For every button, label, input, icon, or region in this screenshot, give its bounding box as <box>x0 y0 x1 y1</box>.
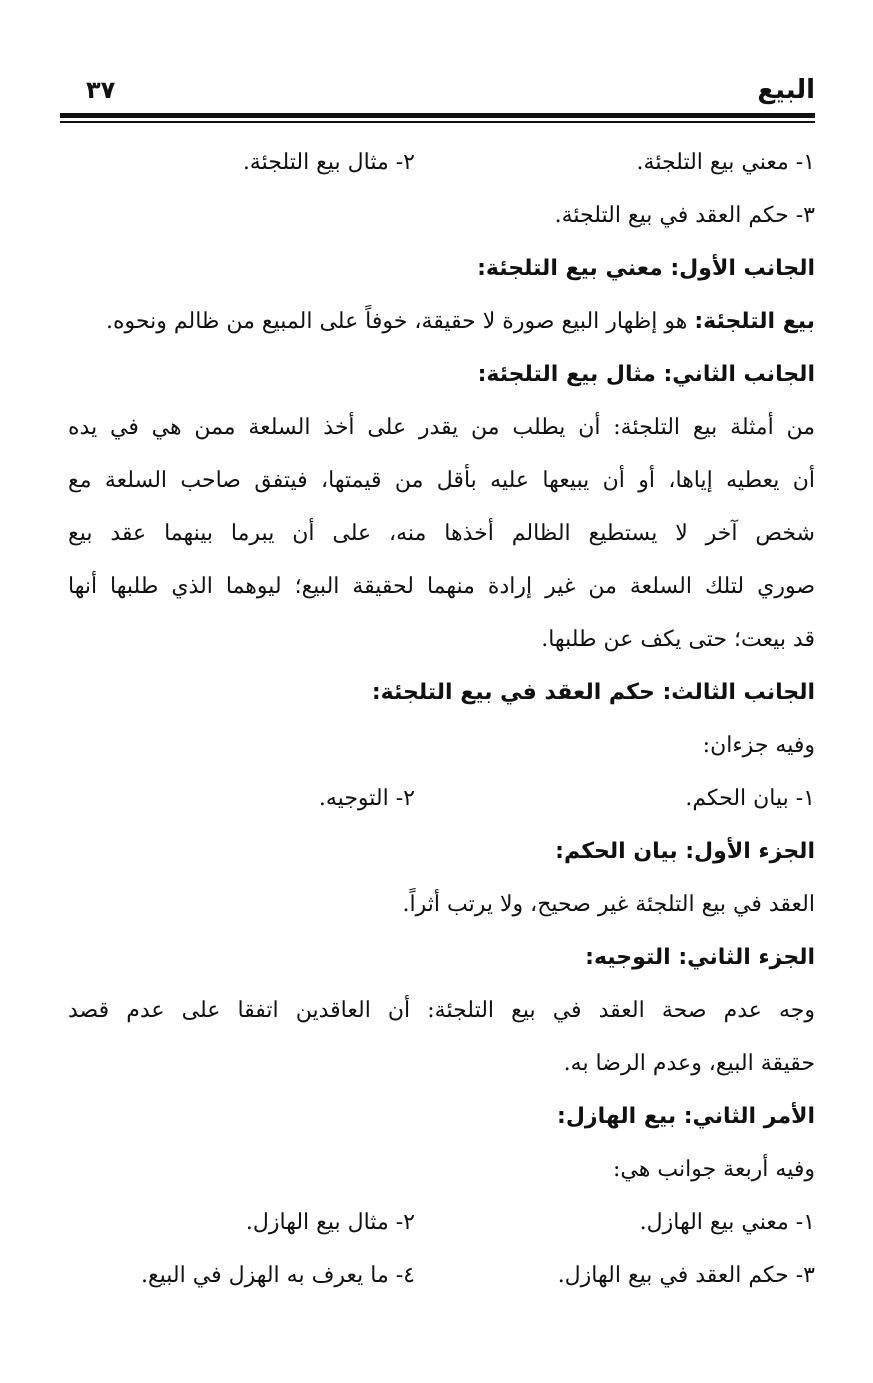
intro-line: وفيه أربعة جوانب هي: <box>613 1157 815 1182</box>
list-item: ١- معني بيع التلجئة. <box>636 150 815 175</box>
list-item: ١- بيان الحكم. <box>685 786 815 811</box>
paragraph-line: صوري لتلك السلعة من غير إرادة منهما لحقيقة البيع؛ ليوهما الذي طلبها أنها <box>68 574 815 599</box>
section-heading: الجانب الأول: معني بيع التلجئة: <box>477 256 815 281</box>
paragraph-line: شخص آخر لا يستطيع الظالم أخذها منه، على أن يبرما بينهما عقد بيع <box>68 521 815 546</box>
header-rule-thick <box>60 113 815 118</box>
list-row <box>68 1249 815 1302</box>
page-body <box>68 136 815 1302</box>
list-item: ٣- حكم العقد في بيع الهازل. <box>557 1263 815 1288</box>
section-heading: الجزء الأول: بيان الحكم: <box>555 839 815 864</box>
page-number: ٣٧ <box>86 76 116 104</box>
running-title: البيع <box>757 75 815 105</box>
paragraph-line: أن يعطيه إياها، أو أن يبيعها عليه بأقل من قيمتها، فيتفق صاحب السلعة مع <box>68 468 815 493</box>
definition-text: هو إظهار البيع صورة لا حقيقة، خوفاً على المبيع من ظالم ونحوه. <box>106 309 695 334</box>
list-item: ٢- مثال بيع الهازل. <box>245 1210 415 1235</box>
paragraph-line: من أمثلة بيع التلجئة: أن يطلب من يقدر على أخذ السلعة ممن هي في يده <box>68 415 815 440</box>
paragraph-line: العقد في بيع التلجئة غير صحيح، ولا يرتب أثراً. <box>402 892 815 917</box>
page-header <box>60 72 815 112</box>
list-item: ٤- ما يعرف به الهزل في البيع. <box>140 1263 415 1288</box>
paragraph-line: وجه عدم صحة العقد في بيع التلجئة: أن العاقدين اتفقا على عدم قصد <box>68 998 815 1023</box>
list-row <box>68 136 815 189</box>
definition-line <box>68 295 815 348</box>
list-item: ١- معني بيع الهازل. <box>639 1210 815 1235</box>
list-item: ٣- حكم العقد في بيع التلجئة. <box>554 203 815 228</box>
list-row <box>68 1196 815 1249</box>
header-rule-thin <box>60 121 815 123</box>
paragraph-line: حقيقة البيع، وعدم الرضا به. <box>563 1051 815 1076</box>
section-heading: الجانب الثاني: مثال بيع التلجئة: <box>477 362 815 387</box>
section-heading: الجانب الثالث: حكم العقد في بيع التلجئة: <box>371 680 815 705</box>
list-row <box>68 772 815 825</box>
intro-line: وفيه جزءان: <box>702 733 815 758</box>
definition-term: بيع التلجئة: <box>694 309 815 334</box>
paragraph-line: قد بيعت؛ حتى يكف عن طلبها. <box>541 627 815 652</box>
section-heading: الجزء الثاني: التوجيه: <box>585 945 815 970</box>
section-heading: الأمر الثاني: بيع الهازل: <box>557 1104 815 1129</box>
list-item: ٢- مثال بيع التلجئة. <box>242 150 415 175</box>
list-item: ٢- التوجيه. <box>318 786 415 811</box>
